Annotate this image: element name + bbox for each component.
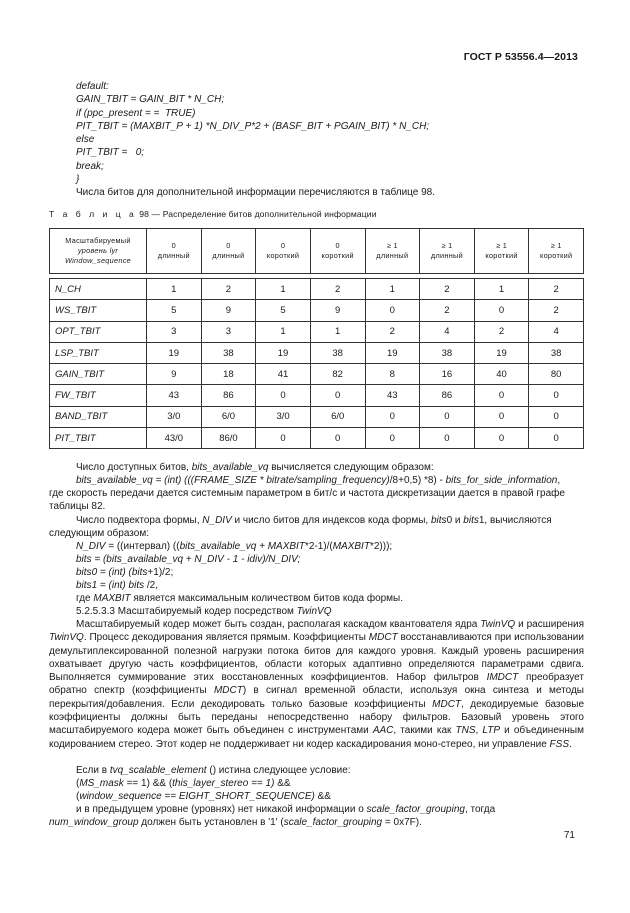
table-cell: 5 xyxy=(147,300,202,321)
row-label: N_CH xyxy=(50,279,147,300)
table-cell: 2 xyxy=(529,300,584,321)
table-cell: 2 xyxy=(420,279,475,300)
row-label: GAIN_TBIT xyxy=(50,364,147,385)
row-label: LSP_TBIT xyxy=(50,342,147,363)
table-cell: 9 xyxy=(310,300,365,321)
caption-text: 98 — Распределение битов дополнительной информации xyxy=(136,209,377,219)
table-row xyxy=(50,406,584,427)
paragraph-condition: Если в tvq_scalable_element () истина следующее условие: xyxy=(76,765,351,776)
table-cell: 80 xyxy=(529,364,584,385)
table-cell: 1 xyxy=(474,279,529,300)
table-cell: 0 xyxy=(365,300,420,321)
table-cell: 43 xyxy=(147,385,202,406)
condition-line-2: (window_sequence == EIGHT_SHORT_SEQUENCE) && xyxy=(76,791,331,802)
table-cell: 0 xyxy=(474,385,529,406)
table-cell: 3 xyxy=(147,321,202,342)
table-cell: 2 xyxy=(201,279,256,300)
condition-line-1: (MS_mask == 1) && (this_layer_stereo == 1) && xyxy=(76,778,291,789)
table-cell: 4 xyxy=(529,321,584,342)
table-cell: 38 xyxy=(310,342,365,363)
table-cell: 19 xyxy=(365,342,420,363)
code-block xyxy=(76,80,586,186)
code-line: } xyxy=(76,174,80,186)
table-cell: 0 xyxy=(474,406,529,427)
table-cell: 0 xyxy=(420,406,475,427)
table-cell: 40 xyxy=(474,364,529,385)
table-cell: 2 xyxy=(365,321,420,342)
table-cell: 5 xyxy=(256,300,311,321)
table-cell: 43/0 xyxy=(147,428,202,449)
table-header-row xyxy=(50,229,584,274)
table-cell: 4 xyxy=(420,321,475,342)
table-cell: 1 xyxy=(256,321,311,342)
table-cell: 86 xyxy=(201,385,256,406)
code-line: if (ppc_present = = TRUE) xyxy=(76,107,196,119)
table-cell: 6/0 xyxy=(310,406,365,427)
table-cell: 1 xyxy=(310,321,365,342)
code-line: else xyxy=(76,134,95,146)
code-line: GAIN_TBIT = GAIN_BIT * N_CH; xyxy=(76,94,225,106)
table-cell: 0 xyxy=(529,406,584,427)
header-cell: 0 длинный xyxy=(147,229,202,274)
table-cell: 1 xyxy=(147,279,202,300)
table-cell: 38 xyxy=(420,342,475,363)
paragraph-ndiv: Число подвектора формы, N_DIV и число битов для индексов кода формы, bits0 и bits1, вычисляются следующим образом: xyxy=(49,515,552,540)
caption-prefix: Т а б л и ц а xyxy=(49,209,137,219)
table-cell: 2 xyxy=(420,300,475,321)
paragraph-scalable-coder: Масштабируемый кодер может быть создан, располагая каскадом квантователя ядра TwinVQ и расширения TwinVQ. Процесс декодирования является прямым. Коэффициенты MDCT восстанавливаются при использовании демультиплексированной полезной нагрузки потока битов для каждого уровня. Каждый уровень расширения охватывает другую часть коэффициентов, области которых адаптивно определяются параметрами сдвига. Выполняется суммирование этих восстановленных коэффициентов. Набор фильтров IMDCT преобразует обратно спектр (коэффициенты MDCT) в сигнал временной области, используя окна синтеза и методы перекрытия/добавления. Если декодировать только базовые коэффициенты MDCT, декодируемые базовые коэффициенты должны быть переданы непосредственно набору фильтров. Базовый уровень этого масштабируемого кодера может быть объединен с инструментами AAC, такими как TNS, LTP и объединенным кодированием стерео. Этот кодер не поддерживает ни кодер каскадирования моно-стерео, ни управление FSS. xyxy=(49,619,584,750)
table-cell: 0 xyxy=(529,385,584,406)
table-cell: 19 xyxy=(256,342,311,363)
row-label: BAND_TBIT xyxy=(50,406,147,427)
table-cell: 2 xyxy=(529,279,584,300)
table-cell: 38 xyxy=(201,342,256,363)
formula-ndiv: N_DIV = ((интервал) ((bits_available_vq + MAXBIT*2-1)/(MAXBIT*2))); xyxy=(76,541,393,552)
table-cell: 19 xyxy=(474,342,529,363)
paragraph-bits-available: Число доступных битов, bits_available_vq вычисляется следующим образом: xyxy=(76,462,434,473)
table-cell: 16 xyxy=(420,364,475,385)
table-cell: 0 xyxy=(310,428,365,449)
table-row xyxy=(50,342,584,363)
code-line: PIT_TBIT = 0; xyxy=(76,147,145,159)
formula-bits: bits = (bits_available_vq + N_DIV - 1 - idiv)/N_DIV; xyxy=(76,554,301,565)
table-cell: 86 xyxy=(420,385,475,406)
table-cell: 9 xyxy=(201,300,256,321)
table-cell: 8 xyxy=(365,364,420,385)
header-cell-scalable-layer: Масштабируемый уровень lyr Window_sequence xyxy=(50,229,147,274)
table-cell: 2 xyxy=(310,279,365,300)
row-label: PIT_TBIT xyxy=(50,428,147,449)
table-row xyxy=(50,300,584,321)
table-cell: 41 xyxy=(256,364,311,385)
bit-distribution-table xyxy=(49,228,584,449)
table-cell: 1 xyxy=(365,279,420,300)
code-line: default: xyxy=(76,81,109,92)
formula-bits0: bits0 = (int) (bits+1)/2; xyxy=(76,567,174,578)
paragraph-maxbit: где MAXBIT является максимальным количеством битов кода формы. xyxy=(76,593,404,604)
header-cell: ≥ 1 короткий xyxy=(474,229,529,274)
formula-bits-available: bits_available_vq = (int) (((FRAME_SIZE * bitrate/sampling_frequency)/8+0,5) *8) - bits_for_side_information, xyxy=(76,475,561,486)
table-cell: 82 xyxy=(310,364,365,385)
table-cell: 0 xyxy=(529,428,584,449)
table-cell: 3/0 xyxy=(147,406,202,427)
header-cell: 0 длинный xyxy=(201,229,256,274)
paragraph-grouping: и в предыдущем уровне (уровнях) нет никакой информации о scale_factor_grouping, тогда num_window_group должен быть установлен в '1' (scale_factor_grouping = 0x7F). xyxy=(49,804,496,829)
document-id-header: ГОСТ Р 53556.4—2013 xyxy=(463,51,578,63)
table-row xyxy=(50,428,584,449)
table-cell: 0 xyxy=(474,300,529,321)
table-cell: 43 xyxy=(365,385,420,406)
paragraph-bitrate-note: где скорость передачи дается системным параметром в бит/с и частота дискретизации дается в правой графе таблицы 82. xyxy=(49,488,565,513)
table-cell: 0 xyxy=(365,428,420,449)
intro-paragraph: Числа битов для дополнительной информации перечисляются в таблице 98. xyxy=(76,187,436,198)
row-label: FW_TBIT xyxy=(50,385,147,406)
code-line: break; xyxy=(76,160,104,172)
header-cell: 0 короткий xyxy=(310,229,365,274)
table-cell: 0 xyxy=(474,428,529,449)
table-cell: 9 xyxy=(147,364,202,385)
table-cell: 2 xyxy=(474,321,529,342)
table-cell: 0 xyxy=(256,385,311,406)
table-row xyxy=(50,321,584,342)
page-number: 71 xyxy=(563,830,575,841)
table-cell: 3/0 xyxy=(256,406,311,427)
table-cell: 6/0 xyxy=(201,406,256,427)
table-cell: 3 xyxy=(201,321,256,342)
table-row xyxy=(50,279,584,300)
header-cell: 0 короткий xyxy=(256,229,311,274)
code-line: PIT_TBIT = (MAXBIT_P + 1) *N_DIV_P*2 + (BASF_BIT + PGAIN_BIT) * N_CH; xyxy=(76,120,430,132)
table-cell: 19 xyxy=(147,342,202,363)
row-label: WS_TBIT xyxy=(50,300,147,321)
table-row xyxy=(50,385,584,406)
table-row xyxy=(50,364,584,385)
table-cell: 38 xyxy=(529,342,584,363)
table-cell: 0 xyxy=(256,428,311,449)
formula-bits1: bits1 = (int) bits /2, xyxy=(76,580,158,591)
table-cell: 0 xyxy=(365,406,420,427)
table-cell: 0 xyxy=(310,385,365,406)
header-cell: ≥ 1 длинный xyxy=(365,229,420,274)
table-cell: 18 xyxy=(201,364,256,385)
table-cell: 1 xyxy=(256,279,311,300)
table-caption xyxy=(49,209,584,219)
row-label: OPT_TBIT xyxy=(50,321,147,342)
table-cell: 0 xyxy=(420,428,475,449)
section-heading: 5.2.5.3.3 Масштабируемый кодер посредством TwinVQ xyxy=(76,606,332,617)
header-cell: ≥ 1 короткий xyxy=(529,229,584,274)
header-cell: ≥ 1 длинный xyxy=(420,229,475,274)
table-cell: 86/0 xyxy=(201,428,256,449)
